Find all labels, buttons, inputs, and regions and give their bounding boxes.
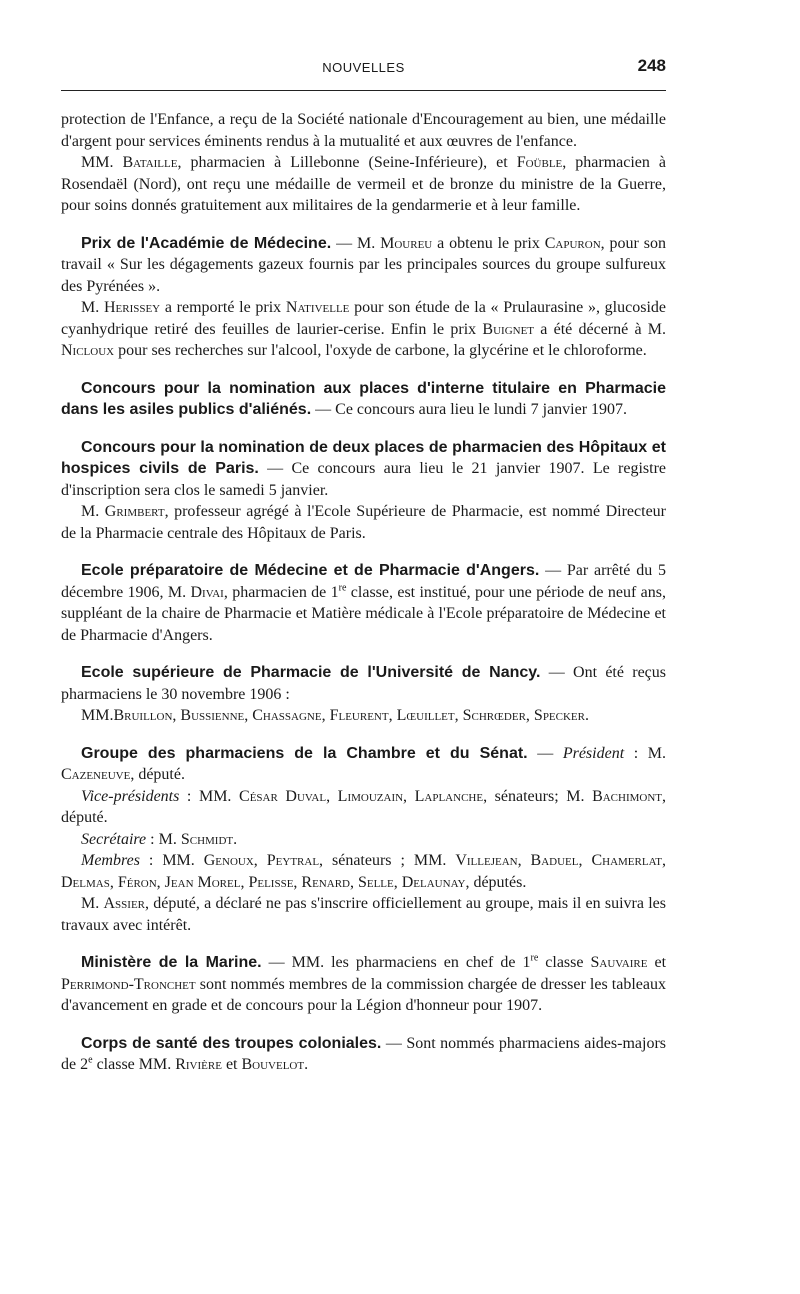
paragraph-5: Concours pour la nomination aux places d'interne titulaire en Pharmacie dans les asiles publics d'aliénés. — Ce concours aura lieu le lundi 7 janvier 1907.: [61, 379, 666, 418]
running-title: NOUVELLES: [322, 60, 405, 75]
paragraph-12: Vice-présidents : MM. César Duval, Limouzain, Laplanche, sénateurs; M. Bachimont, député.: [61, 787, 667, 826]
person-name: Schmidt: [180, 830, 234, 848]
section-heading: Concours pour la nomination de deux places de pharmacien des Hôpitaux et hospices civils de Paris.: [61, 438, 666, 477]
person-name: Bataille: [122, 154, 178, 171]
person-name: Grimbert: [104, 503, 165, 520]
person-names-list: César Duval, Limouzain, Laplanche: [239, 787, 484, 805]
person-name: Perrimond-Tronchet: [61, 975, 196, 993]
prize-name: Capuron: [544, 234, 601, 252]
role-label: Membres: [81, 852, 140, 869]
person-name: Sauvaire: [590, 954, 648, 971]
header-rule: [61, 90, 666, 91]
person-names-list: Bruillon, Bussienne, Chassagne, Fleurent, Lœuillet, Schrœder, Specker.: [113, 707, 589, 724]
paragraph-8: Ecole préparatoire de Médecine et de Pharmacie d'Angers. — Par arrêté du 5 décembre 1906, M. Divai, pharmacien de 1re classe, est institué, pour une période de neuf ans, suppléant de la chaire de Pharmacie et Matière médicale à l'Ecole préparatoire de Médecine et de Pharmacie d'Angers.: [61, 562, 667, 644]
page-number: 248: [637, 56, 666, 75]
paragraph-14: Membres : MM. Genoux, Peytral, sénateurs ; MM. Villejean, Baduel, Chamerlat, Delmas, Féron, Jean Morel, Pelisse, Renard, Selle, Delaunay, députés.: [61, 852, 667, 891]
paragraph-1: protection de l'Enfance, a reçu de la Société nationale d'Encouragement au bien, une médaille d'argent pour services éminents rendus à la mutualité et aux œuvres de l'enfance.: [61, 111, 666, 150]
paragraph-13: Secrétaire : M. Schmidt.: [81, 830, 238, 848]
section-heading: Ecole supérieure de Pharmacie de l'Université de Nancy.: [81, 664, 541, 681]
person-name: Moureu: [380, 234, 433, 252]
person-name: Assier: [103, 895, 145, 912]
paragraph-3: Prix de l'Académie de Médecine. — M. Moureu a obtenu le prix Capuron, pour son travail « Sur les dégagements gazeux fournis par les principales sources du groupe sulfureux des Pyrénées ».: [61, 234, 666, 295]
paragraph-10: MM.Bruillon, Bussienne, Chassagne, Fleurent, Lœuillet, Schrœder, Specker.: [81, 707, 589, 724]
person-name: Cazeneuve: [61, 766, 131, 783]
role-label: Président: [562, 744, 625, 762]
section-heading: Groupe des pharmaciens de la Chambre et du Sénat.: [81, 744, 528, 762]
paragraph-7: M. Grimbert, professeur agrégé à l'Ecole Supérieure de Pharmacie, est nommé Directeur de la Pharmacie centrale des Hôpitaux de Paris.: [61, 503, 667, 542]
paragraph-17: Corps de santé des troupes coloniales. — Sont nommés pharmaciens aides-majors de 2e classe MM. Rivière et Bouvelot.: [61, 1034, 666, 1073]
page-header: [61, 54, 666, 84]
paragraph-11: Groupe des pharmaciens de la Chambre et du Sénat. — Président : M. Cazeneuve, député.: [61, 744, 667, 783]
person-names-list: Genoux, Peytral: [203, 852, 320, 869]
paragraph-4: M. Herissey a remporté le prix Nativelle pour son étude de la « Prulaurasine », glucoside cyanhydrique retiré des feuilles de laurier-cerise. Enfin le prix Buignet a été décerné à M. Nicloux pour ses recherches sur l'alcool, l'oxyde de carbone, la glycérine et le chloroforme.: [61, 299, 667, 359]
section-heading: Prix de l'Académie de Médecine.: [81, 234, 332, 252]
document-page: [61, 54, 666, 1076]
prize-name: Buignet: [482, 320, 535, 338]
section-heading: Corps de santé des troupes coloniales.: [81, 1034, 382, 1052]
section-heading: Ecole préparatoire de Médecine et de Pharmacie d'Angers.: [81, 562, 540, 579]
paragraph-16: Ministère de la Marine. — MM. les pharmaciens en chef de 1re classe Sauvaire et Perrimond-Tronchet sont nommés membres de la commission chargée de dresser les tableaux d'avancement en grade et de concours pour la Légion d'honneur pour 1907.: [61, 952, 667, 1014]
person-names-list: Villejean, Baduel, Chamerlat, Delmas, Féron, Jean Morel, Pelisse, Renard, Selle, Delaunay: [61, 852, 667, 891]
person-name: Bachimont: [592, 787, 663, 805]
paragraph-2: MM. Bataille, pharmacien à Lillebonne (Seine-Inférieure), et Foüble, pharmacien à Rosendaël (Nord), ont reçu une médaille de vermeil et de bronze du ministre de la Guerre, pour soins donnés gratuitement aux militaires de la gendarmerie et à leur famille.: [61, 154, 667, 214]
paragraph-9: Ecole supérieure de Pharmacie de l'Université de Nancy. — Ont été reçus pharmaciens le 30 novembre 1906 :: [61, 664, 667, 703]
section-heading: Ministère de la Marine.: [81, 954, 262, 971]
person-name: Bouvelot: [241, 1056, 305, 1073]
prize-name: Nativelle: [285, 299, 350, 316]
paragraph-6: Concours pour la nomination de deux places de pharmacien des Hôpitaux et hospices civils de Paris. — Ce concours aura lieu le 21 janvier 1907. Le registre d'inscription sera clos le samedi 5 janvier.: [61, 438, 667, 499]
person-name: Divai: [190, 583, 224, 601]
role-label: Vice-présidents: [81, 787, 180, 805]
section-heading: Concours pour la nomination aux places d'interne titulaire en Pharmacie dans les asiles publics d'aliénés.: [61, 379, 666, 418]
person-name: Nicloux: [61, 342, 115, 359]
paragraph-15: M. Assier, député, a déclaré ne pas s'inscrire officiellement au groupe, mais il en suivra les travaux avec intérêt.: [61, 895, 666, 934]
person-name: Rivière: [175, 1056, 222, 1073]
role-label: Secrétaire: [81, 830, 147, 848]
person-name: Herissey: [103, 299, 161, 316]
person-name: Foüble: [516, 154, 563, 171]
